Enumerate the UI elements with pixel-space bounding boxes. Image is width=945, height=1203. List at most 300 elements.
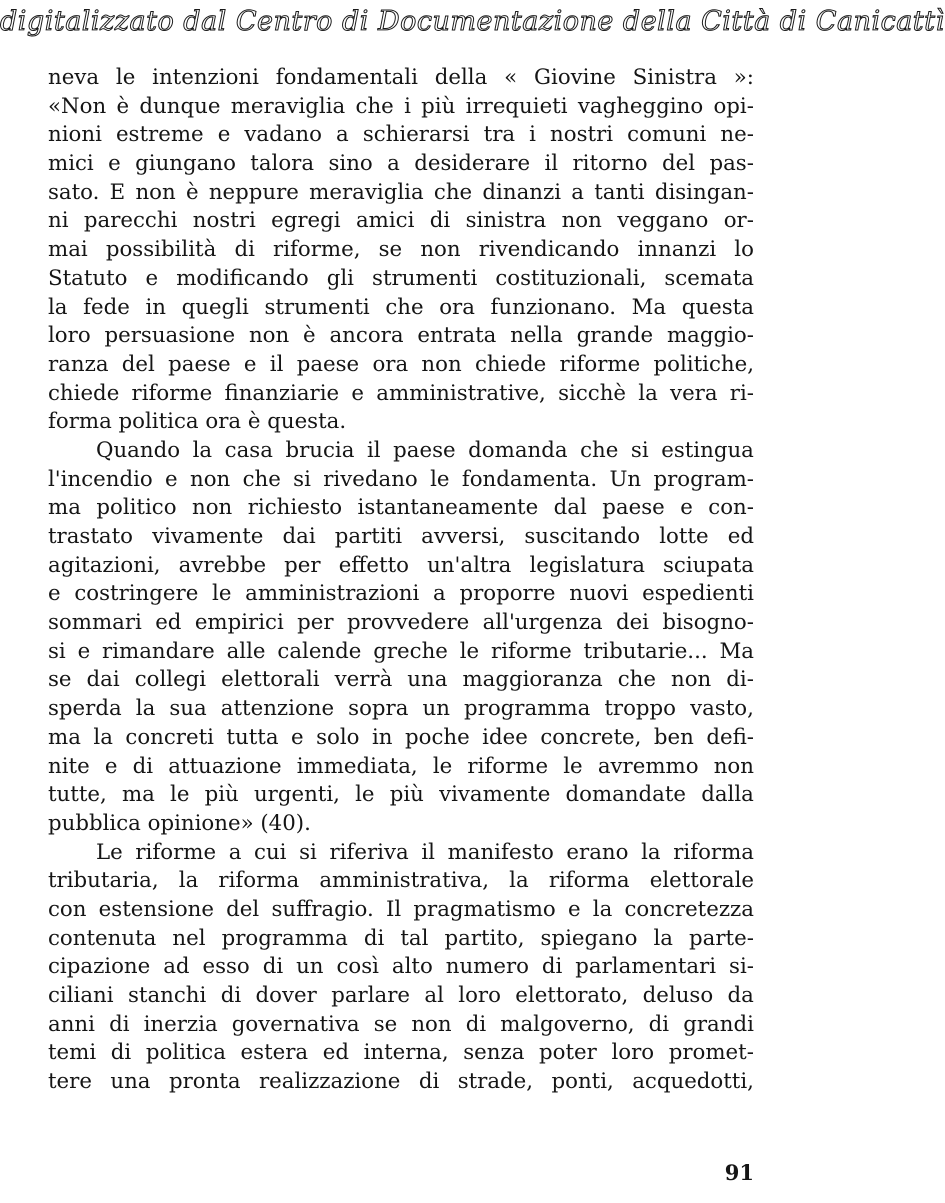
word: alle [226,638,266,664]
word: riferiva [329,839,409,865]
word: che [580,437,619,463]
text-line [48,380,754,409]
text-line [48,523,754,552]
text-line [48,552,754,581]
word: dei [615,610,649,636]
word: proporre [459,581,556,607]
word: veggano [617,208,709,234]
word: entrata [417,323,497,349]
word: provvedere [346,610,470,636]
word: è [303,323,316,349]
word: loro [611,1040,655,1066]
word: vasto, [690,696,754,722]
word: tanti [594,179,645,205]
text-line [48,781,754,810]
word: sinistra [465,208,547,234]
word: riforma [548,868,630,894]
word: ri- [729,380,754,406]
text-line [48,64,754,93]
word: agitazioni, [48,552,161,578]
word: a [228,839,242,865]
word: la [93,724,113,750]
word: riforme [491,638,572,664]
word: se [373,1011,398,1037]
word: chiede [48,380,120,406]
word: programma [464,696,591,722]
word: tributarie... [583,638,708,664]
word: vivamente [152,524,264,549]
word: di [648,1011,670,1037]
word: di [465,1011,487,1037]
word: costringere [74,581,199,607]
word: collegi [134,667,207,693]
word: Quando [96,437,181,463]
word: pragmatismo [413,896,556,922]
word: ed [322,1040,349,1066]
word: un [422,696,450,722]
word: fede [83,294,130,320]
word: pronta [168,1069,241,1095]
word: dover [255,983,317,1008]
word: non [192,495,233,521]
word: suscitando [524,524,641,549]
word: disingan- [654,179,754,205]
word: irrequieti [465,93,568,119]
word: ancora [329,323,404,349]
word: la [653,925,673,951]
word: spiegano [540,925,638,951]
word: di [109,1011,130,1037]
word: amministrative, [376,380,546,406]
word: e [145,265,159,291]
word: sicchè [558,380,627,406]
word: Ma [719,638,754,664]
word: loro [48,323,91,349]
word: le [430,466,450,492]
word: innanzi [637,237,717,263]
word: riforme [559,351,641,377]
word: che [355,93,394,119]
word: rimandare [102,638,215,664]
word: poter [539,1040,597,1066]
word: paese [168,351,231,377]
word: paese [393,437,456,463]
word: per [297,610,334,636]
word: promet- [668,1040,754,1066]
word: interna, [363,1040,449,1066]
word: verrà [334,667,393,693]
word: meraviglia [230,93,346,119]
word: talora [250,151,315,177]
word: empirici [194,610,284,636]
word: politiche, [653,351,754,377]
word: di [262,954,284,980]
word: ranza [48,351,109,377]
word: cui [254,839,287,865]
word: che [385,294,424,320]
word: e [165,466,178,492]
word: per [284,552,321,578]
word: la [592,896,613,922]
text-line [48,150,754,179]
word: è [116,93,130,119]
word: si [299,839,317,865]
text-line [48,1039,754,1068]
word: si [48,638,66,664]
word: e [567,896,581,922]
word: concretezza [624,896,754,922]
word: la [178,868,199,894]
word: a [433,581,446,607]
word: e [291,724,304,750]
word: avrebbe [178,552,267,578]
word: amici [355,208,415,234]
text-line [48,953,754,982]
word: è [185,179,199,205]
word: numero [445,954,529,980]
word: dal [553,495,587,521]
word: il [544,151,559,177]
word: la [509,868,529,894]
text-line [48,265,754,294]
word: riforme [131,380,213,406]
word: program- [653,466,754,492]
word: Ma [631,294,667,320]
word: i [404,93,411,119]
word: ora [372,351,409,377]
word: manifesto [447,839,554,865]
word: paese [602,495,665,521]
word: malgoverno, [500,1011,635,1037]
text-line [48,896,754,925]
word: cipazione [48,954,151,980]
text-line [48,179,754,208]
word: ne- [720,122,754,148]
word: vera [670,380,718,406]
word: amministrazioni [245,581,420,607]
word: maggio- [666,323,754,349]
word: se [48,667,72,693]
word: una [110,1069,151,1095]
word: paese [296,351,360,377]
word: nite [48,753,90,779]
word: persuasione [104,323,236,349]
word: in [145,294,166,320]
word: riforme [467,753,549,779]
word: tutte, [48,782,107,808]
word: di [234,237,255,263]
word: in [371,724,393,750]
text-line [48,93,754,122]
word: dunque [139,93,221,119]
word: fondamenta. [461,466,598,492]
word: si [293,466,311,492]
word: pas- [709,151,754,177]
word: se [378,237,403,263]
word: la [638,380,658,406]
word: calende [277,638,362,664]
word: e [48,581,61,607]
word: questa [681,294,754,320]
word: tutta [226,724,279,750]
word: le [432,753,453,779]
text-line [48,753,754,782]
word: estingua [661,437,754,463]
word: anni [48,1011,95,1037]
word: Giovine [534,65,616,90]
word: attenzione [220,696,335,722]
word: non [135,179,176,205]
word: le [459,638,480,664]
word: avremmo [597,753,699,779]
word: erano [566,839,629,865]
word: schierarsi [362,122,470,148]
word: egregi [271,208,341,234]
word: grande [576,323,654,349]
word: funzionano. [490,294,617,320]
word: Il [385,896,402,922]
word: lotte [659,524,709,549]
word: intenzioni [152,65,259,90]
word: E [109,179,126,205]
word: della [434,65,488,90]
word: del [661,151,696,177]
word: la [135,696,156,722]
text-line [48,1011,754,1040]
word: suffragio. [271,896,374,922]
word: politico [96,495,177,521]
word: mai [48,237,88,263]
word: costituzionali, [495,265,647,291]
word: una [407,667,448,693]
word: programma [221,925,348,951]
text-line [48,1068,754,1097]
text-line [48,466,754,495]
text-line [48,638,754,667]
word: di [220,983,242,1008]
word: nioni [48,122,102,148]
word: elettorale [649,868,754,894]
word: riforma [218,868,300,894]
word: elettorali [221,667,320,693]
word: legislatura [529,552,645,578]
word: estera [240,1040,309,1066]
word: a [387,151,400,177]
word: nostri [550,122,614,148]
word: neppure [208,179,299,205]
word: di [541,954,563,980]
word: maggioranza [462,667,603,693]
word: non [248,323,290,349]
word: così [336,954,379,980]
word: si- [729,954,754,980]
word: meraviglia [309,179,424,205]
word: parlamentari [575,954,717,980]
word: ed [727,524,754,549]
word: e [351,380,365,406]
word: Sinistra [632,65,717,90]
word: desiderare [414,151,531,177]
word: tal [400,925,429,951]
word: tra [483,122,516,148]
word: Le [96,839,123,865]
word: sopra [348,696,409,722]
word: bisogno- [662,610,754,636]
digitization-watermark: digitalizzato dal Centro di Documentazione della Città di Canicattì [0,6,945,37]
word: di [429,208,451,234]
word: mici [48,151,94,177]
page-number: 91 [724,1160,754,1185]
word: all'urgenza [482,610,603,636]
word: alto [391,954,433,980]
text-line [48,121,754,150]
word: elettorato, [515,983,629,1008]
word: partito, [444,925,525,951]
word: un'altra [427,552,512,578]
word: immediata, [296,753,418,779]
word: il [269,351,284,377]
paragraph [48,64,754,437]
word: strade, [457,1069,534,1095]
word: un [296,954,324,980]
word: ad [163,954,190,980]
word: del [121,351,155,377]
word: istantaneamente [357,495,539,521]
word: di [110,1040,132,1066]
word: comuni [627,122,707,148]
text-line [48,724,754,753]
word: scemata [664,265,754,291]
word: richiesto [247,495,343,521]
text-line [48,867,754,896]
paragraph [48,437,754,839]
word: defi- [706,724,754,750]
word: urgenti, [253,782,340,808]
word: opi- [713,93,754,119]
word: di [363,925,385,951]
word: nel [172,925,206,951]
word: il [366,437,381,463]
word: la [192,437,213,463]
text-line [48,580,754,609]
word: tere [48,1069,92,1095]
word: poche [404,724,470,750]
word: ma [48,724,81,750]
word: da [727,983,754,1008]
word: riforme, [273,237,361,263]
word: non [411,1011,452,1037]
word: nella [510,323,563,349]
word: dai [282,524,316,549]
word: ciliani [48,983,114,1008]
word: ma [121,782,155,808]
word: concrete, [540,724,642,750]
paragraph [48,839,754,1097]
text-line: forma politica ora è questa. [48,409,347,435]
text-line [48,437,754,466]
word: a [571,179,584,205]
text-line [48,294,754,323]
word: le [355,782,375,808]
word: sua [169,696,207,722]
word: acquedotti, [632,1069,754,1095]
word: con [48,896,87,922]
word: riforme [135,839,217,865]
word: che [433,179,473,205]
word: non [189,466,231,492]
word: governativa [231,1011,360,1037]
word: giungano [135,151,236,177]
word: chiede [474,351,547,377]
word: rivedano [323,466,418,492]
word: rivendicando [478,237,620,263]
word: e [108,151,121,177]
word: ni [48,208,69,234]
word: strumenti [372,265,478,291]
word: non [713,753,754,779]
word: e [680,495,693,521]
word: vadano [244,122,322,148]
word: realizzazione [258,1069,401,1095]
word: ed [155,610,182,636]
word: contenuta [48,925,157,951]
word: nuovi [569,581,629,607]
word: vagheggino [577,93,704,119]
word: neva [48,65,100,90]
word: casa [224,437,273,463]
word: solo [316,724,360,750]
word: la [641,839,661,865]
word: attuazione [168,753,282,779]
word: vivamente [439,782,551,808]
word: di [418,1069,440,1095]
word: e [217,122,231,148]
word: espedienti [642,581,754,607]
word: non [561,208,602,234]
word: loro [458,983,501,1008]
word: non [421,351,462,377]
word: che [242,466,281,492]
word: or- [723,208,754,234]
word: di [132,753,154,779]
word: e [104,753,118,779]
word: che [617,667,656,693]
word: più [421,93,456,119]
word: si [630,437,649,463]
word: parte- [689,925,754,951]
text-line: pubblica opinione» (40). [48,810,311,836]
word: modificando [176,265,309,291]
word: avversi, [421,524,506,549]
word: quegli [181,294,249,320]
word: con- [708,495,754,521]
word: non [420,237,461,263]
word: fondamentali [275,65,418,90]
word: a [336,122,349,148]
word: estensione [98,896,214,922]
word: possibilità [105,237,217,263]
text-line [48,666,754,695]
word: e [77,638,91,664]
word: amministrativa, [319,868,490,894]
text-line [48,351,754,380]
word: sato. [48,179,100,205]
word: estreme [115,122,204,148]
word: dai [86,667,120,693]
word: concreti [125,724,214,750]
word: ritorno [572,151,648,177]
word: l'incendio [48,466,153,492]
